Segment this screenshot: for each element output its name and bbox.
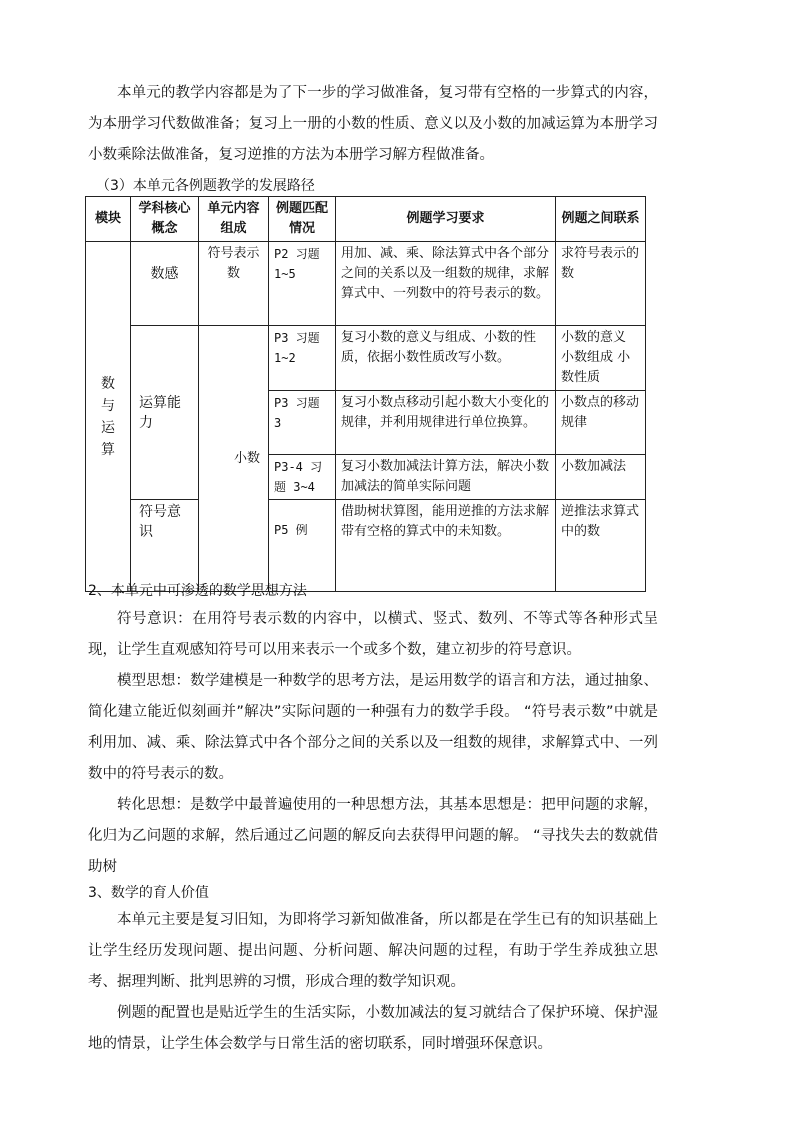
relation-cell: 逆推法求算式中的数 [556,500,646,592]
header-example-match: 例题匹配情况 [269,197,336,242]
concept-yunsuan: 运算能力 [131,326,199,500]
paragraph-model-thinking: 模型思想：数学建模是一种数学的思考方法，是运用数学的语言和方法，通过抽象、简化建立能近似刻画并”解决”实际问题的一种强有力的数学手段。 “符号表示数”中就是利用加、减、乘、除法算式中各个部分之间的关系以及一组数的规律，求解算式中、一列数中的符号表示的数。 [88,673,658,782]
requirement-cell: 复习小数加减法计算方法，解决小数加减法的简单实际问题 [336,455,556,500]
match-cell: P3-4 习题 3~4 [269,455,336,500]
header-core-concept: 学科核心概念 [131,197,199,242]
match-cell: P3 习题 3 [269,391,336,455]
intro-paragraph: 本单元的教学内容都是为了下一步的学习做准备，复习带有空格的一步算式的内容，为本册学习代数做准备；复习上一册的小数的性质、意义以及小数的加减运算为本册学习小数乘除法做准备，复习逆推的方法为本册学习解方程做准备。 [88,85,658,163]
match-cell: P2 习题 1~5 [269,242,336,326]
requirement-cell: 复习小数的意义与组成、小数的性质，依据小数性质改写小数。 [336,326,556,391]
header-requirement: 例题学习要求 [336,197,556,242]
paragraph-education-value: 本单元主要是复习旧知，为即将学习新知做准备，所以都是在学生已有的知识基础上让学生经历发现问题、提出问题、分析问题、解决问题的过程，有助于学生养成独立思考、据理判断、批判思辨的习惯，形成合理的数学知识观。 [88,912,658,990]
relation-cell: 求符号表示的数 [556,242,646,326]
section3-heading: 3、数学的育人价值 [88,885,209,901]
relation-cell: 小数点的移动规律 [556,391,646,455]
module-cell [86,242,131,592]
paragraph-example-design: 例题的配置也是贴近学生的生活实际，小数加减法的复习就结合了保护环境、保护湿地的情景，让学生体会数学与日常生活的密切联系，同时增强环保意识。 [88,1005,658,1052]
module-label: 数与运算 [101,375,115,458]
content-fuhao: 符号表示数 [199,242,269,326]
paragraph-transform-thinking: 转化思想：是数学中最普遍使用的一种思想方法，其基本思想是：把甲问题的求解，化归为乙问题的求解，然后通过乙问题的解反向去获得甲问题的解。 “寻找失去的数就借助树 [88,797,658,875]
concept-fuhao: 符号意识 [131,500,199,592]
header-unit-content: 单元内容组成 [199,197,269,242]
table-caption: （3）本单元各例题教学的发展路径 [96,178,315,194]
requirement-cell: 用加、减、乘、除法算式中各个部分之间的关系以及一组数的规律，求解算式中、一列数中的符号表示的数。 [336,242,556,326]
header-module: 模块 [86,197,131,242]
section2-heading: 2、本单元中可渗透的数学思想方法 [88,583,307,599]
development-path-table [85,196,646,592]
table-header-row [86,197,646,242]
requirement-cell: 复习小数点移动引起小数大小变化的规律，并利用规律进行单位换算。 [336,391,556,455]
requirement-cell: 借助树状算图，能用逆推的方法求解带有空格的算式中的未知数。 [336,500,556,592]
paragraph-symbol-sense: 符号意识：在用符号表示数的内容中，以横式、竖式、数列、不等式等各种形式呈现，让学生直观感知符号可以用来表示一个或多个数，建立初步的符号意识。 [88,611,658,658]
content-xiaoshu: 小数 [199,326,269,592]
relation-cell: 小数加减法 [556,455,646,500]
relation-cell: 小数的意义 小数组成 小数性质 [556,326,646,391]
concept-shugan: 数感 [131,242,199,326]
header-relation: 例题之间联系 [556,197,646,242]
match-cell: P3 习题 1~2 [269,326,336,391]
table-row [86,326,646,391]
table-row [86,242,646,326]
table-row [86,500,646,592]
match-cell: P5 例 [269,500,336,592]
